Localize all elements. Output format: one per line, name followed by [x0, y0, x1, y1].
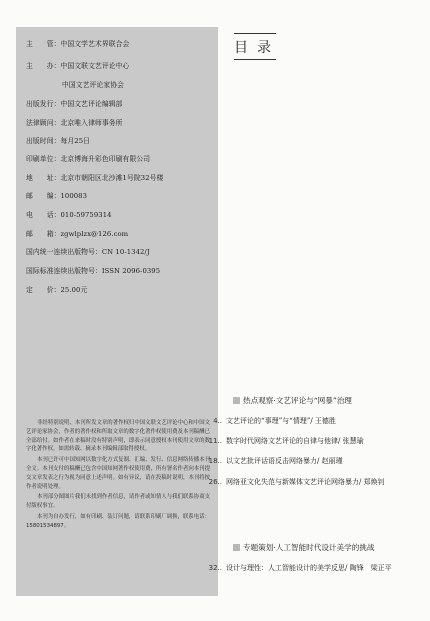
colophon-label: 邮 箱：: [26, 230, 61, 238]
colophon-row: [26, 155, 150, 164]
colophon-label: 出版发行：: [26, 100, 61, 108]
toc-section-heading: [233, 395, 352, 406]
entry-author: / 赵丽瑾: [317, 457, 343, 465]
colophon-value: 北京唯入律师事务所: [60, 119, 123, 127]
colophon-row: [26, 40, 129, 49]
colophon-row: [26, 192, 87, 201]
section-marker-icon: [233, 397, 240, 404]
toc-entry[interactable]: [186, 561, 416, 576]
entry-page-number: 32..: [208, 564, 222, 572]
title-rule-top: [234, 33, 276, 34]
entry-page-number: 18..: [208, 457, 222, 465]
toc-entry[interactable]: [186, 454, 416, 469]
colophon-value: 北京博海升彩色印刷有限公司: [60, 155, 151, 163]
colophon-value: 中国文学艺术界联合会: [60, 40, 130, 48]
colophon-label: 定 价：: [26, 286, 61, 294]
colophon-value: ISSN 2096-0395: [101, 267, 161, 275]
colophon-label: 电 话：: [26, 211, 61, 219]
notice-paragraph: 本刊已许可中国知网以数字化方式复制、汇编、发行、信息网络传播本刊全文。本刊支付的稿酬已包含中国知网著作权使用费，所有署名作者向本刊提交文章发表之行为视为同意上述声明。如有异议，请在投稿时说明，本刊将按作者说明处理。: [26, 457, 210, 490]
colophon-label: 国际标准连续出版物号：: [26, 267, 102, 275]
entry-author: / 王德胜: [310, 417, 336, 425]
colophon-label: 出版时间：: [26, 137, 61, 145]
entry-author: / 郑焕钊: [359, 478, 385, 486]
colophon-panel: [16, 27, 218, 596]
entry-title: 网络亚文化失范与新媒体文艺评论网络暴力: [226, 478, 359, 486]
colophon-value: 中国文联文艺评论中心: [60, 62, 130, 70]
copyright-notice: [26, 419, 210, 533]
entry-title: 以文艺批评话语反击网络暴力: [226, 457, 317, 465]
title-rule-bottom: [234, 59, 276, 60]
colophon-value: 010-59759314: [60, 211, 112, 219]
entry-title: 设计与理性：人工智能设计的美学反思: [226, 564, 345, 572]
colophon-label: 主 办：: [26, 62, 61, 70]
colophon-value: 每月25日: [60, 137, 91, 145]
entry-page-number: 11..: [208, 437, 222, 445]
notice-paragraph: 非经特别说明，本刊所发文章的著作权归中国文联文艺评论中心和中国文艺评论家协会，作者的著作权和所取文章的数字化著作权使用费及本刊稿酬已全部给付。如作者在来稿时没有特别声明，即表示同意授权本刊使用文章的数字化著作权。如需转载、摘录本刊编辑部取得授权。: [26, 420, 210, 453]
colophon-label: 地 址：: [26, 174, 61, 182]
colophon-label: 印刷单位：: [26, 155, 61, 163]
section-heading-text: 专题策划·人工智能时代设计美学的挑战: [243, 543, 375, 552]
entry-author: / 张慧瑜: [338, 437, 364, 445]
colophon-row: [26, 62, 129, 71]
colophon-row: [26, 230, 128, 239]
colophon-value: 中国文艺评论编辑部: [60, 100, 123, 108]
colophon-label: 国内统一连续出版物号：: [26, 248, 102, 256]
colophon-value: CN 10-1342/J: [101, 248, 150, 256]
colophon-label: 法律顾问：: [26, 119, 61, 127]
section-heading-text: 热点观察·文艺评论与“网暴”治理: [243, 396, 352, 405]
colophon-label: 邮 编：: [26, 192, 61, 200]
colophon-value: 100083: [60, 192, 88, 200]
colophon-value: 25.00元: [60, 286, 88, 294]
colophon-row: [26, 119, 123, 128]
toc-entry[interactable]: [186, 414, 416, 429]
entry-page-number: 4..: [213, 417, 222, 425]
toc-entry[interactable]: [186, 434, 416, 449]
colophon-label: 主 管：: [26, 40, 61, 48]
colophon-row: [26, 100, 123, 109]
colophon-row: [26, 248, 150, 257]
colophon-row: [26, 286, 87, 295]
colophon-row: [62, 81, 124, 90]
toc-section-heading: [233, 542, 375, 553]
colophon-row: [26, 211, 112, 220]
toc-entry[interactable]: [186, 475, 416, 490]
entry-author: / 陶锋 梁正平: [345, 564, 392, 572]
colophon-row: [26, 174, 163, 183]
notice-paragraph: 本刊部分图图片我们未找到作者信息，请作者或知情人与我们联系协商支付版权事宜。: [26, 494, 210, 510]
colophon-row: [26, 267, 160, 276]
colophon-row: [26, 137, 90, 146]
toc-title: 目录: [234, 40, 280, 56]
entry-title: 数字时代网络文艺评论的自律与他律: [226, 437, 338, 445]
colophon-value: 北京市朝阳区北沙滩1号院32号楼: [60, 174, 164, 182]
notice-paragraph: 本刊为自办发行，如有印刷、装订问题，请联系印刷厂调换，联系电话：15801534897。: [26, 513, 210, 529]
entry-title: 文艺评论的“事理”与“情理”: [226, 417, 311, 425]
section-marker-icon: [233, 544, 240, 551]
colophon-value: 中国文艺评论家协会: [62, 81, 125, 89]
colophon-value: zgwlplzx@126.com: [60, 230, 129, 238]
entry-page-number: 26..: [208, 478, 222, 486]
